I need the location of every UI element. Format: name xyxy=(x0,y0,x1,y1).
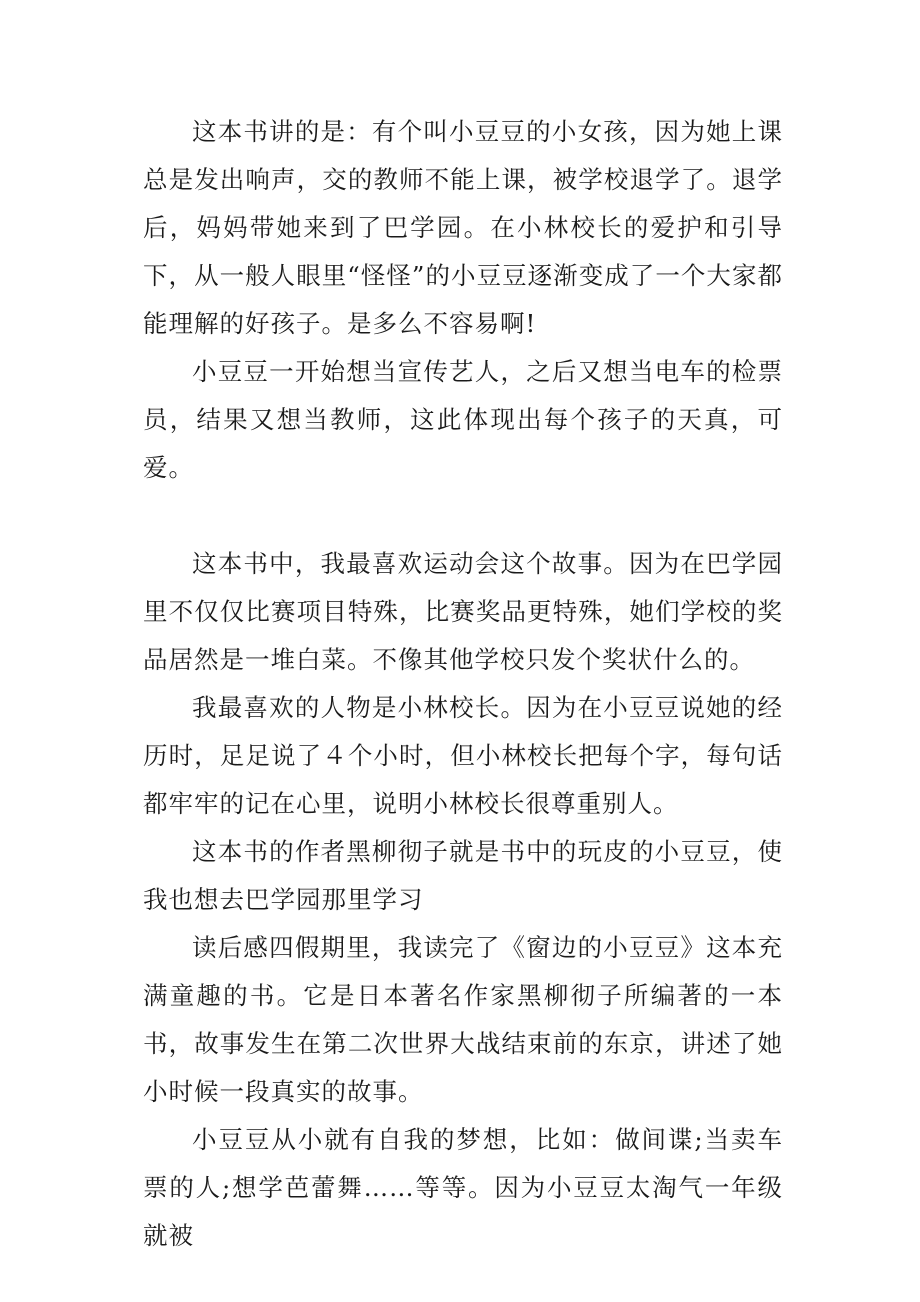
paragraph-2: 小豆豆一开始想当宣传艺人，之后又想当电车的检票员，结果又想当教师，这此体现出每个孩子的天真，可爱。 xyxy=(143,357,783,482)
paragraph-4: 我最喜欢的人物是小林校长。因为在小豆豆说她的经历时，足足说了４个小时，但小林校长把每个字，每句话都牢牢的记在心里，说明小林校长很尊重别人。 xyxy=(143,693,783,818)
paragraph-3: 这本书中，我最喜欢运动会这个故事。因为在巴学园里不仅仅比赛项目特殊，比赛奖品更特殊，她们学校的奖品居然是一堆白菜。不像其他学校只发个奖状什么的。 xyxy=(143,549,783,674)
paragraph-7: 小豆豆从小就有自我的梦想，比如：做间谍;当卖车票的人;想学芭蕾舞……等等。因为小豆豆太淘气一年级就被 xyxy=(143,1125,783,1250)
paragraph-gap xyxy=(143,492,783,540)
paragraph-5: 这本书的作者黑柳彻子就是书中的玩皮的小豆豆，使我也想去巴学园那里学习 xyxy=(143,837,783,914)
paragraph-6: 读后感四假期里，我读完了《窗边的小豆豆》这本充满童趣的书。它是日本著名作家黑柳彻子所编著的一本书，故事发生在第二次世界大战结束前的东京，讲述了她小时候一段真实的故事。 xyxy=(143,933,783,1106)
paragraph-1: 这本书讲的是：有个叫小豆豆的小女孩，因为她上课总是发出响声，交的教师不能上课，被学校退学了。退学后，妈妈带她来到了巴学园。在小林校长的爱护和引导下，从一般人眼里“怪怪”的小豆豆逐渐变成了一个大家都能理解的好孩子。是多么不容易啊! xyxy=(143,117,783,338)
document-page xyxy=(143,108,783,1260)
